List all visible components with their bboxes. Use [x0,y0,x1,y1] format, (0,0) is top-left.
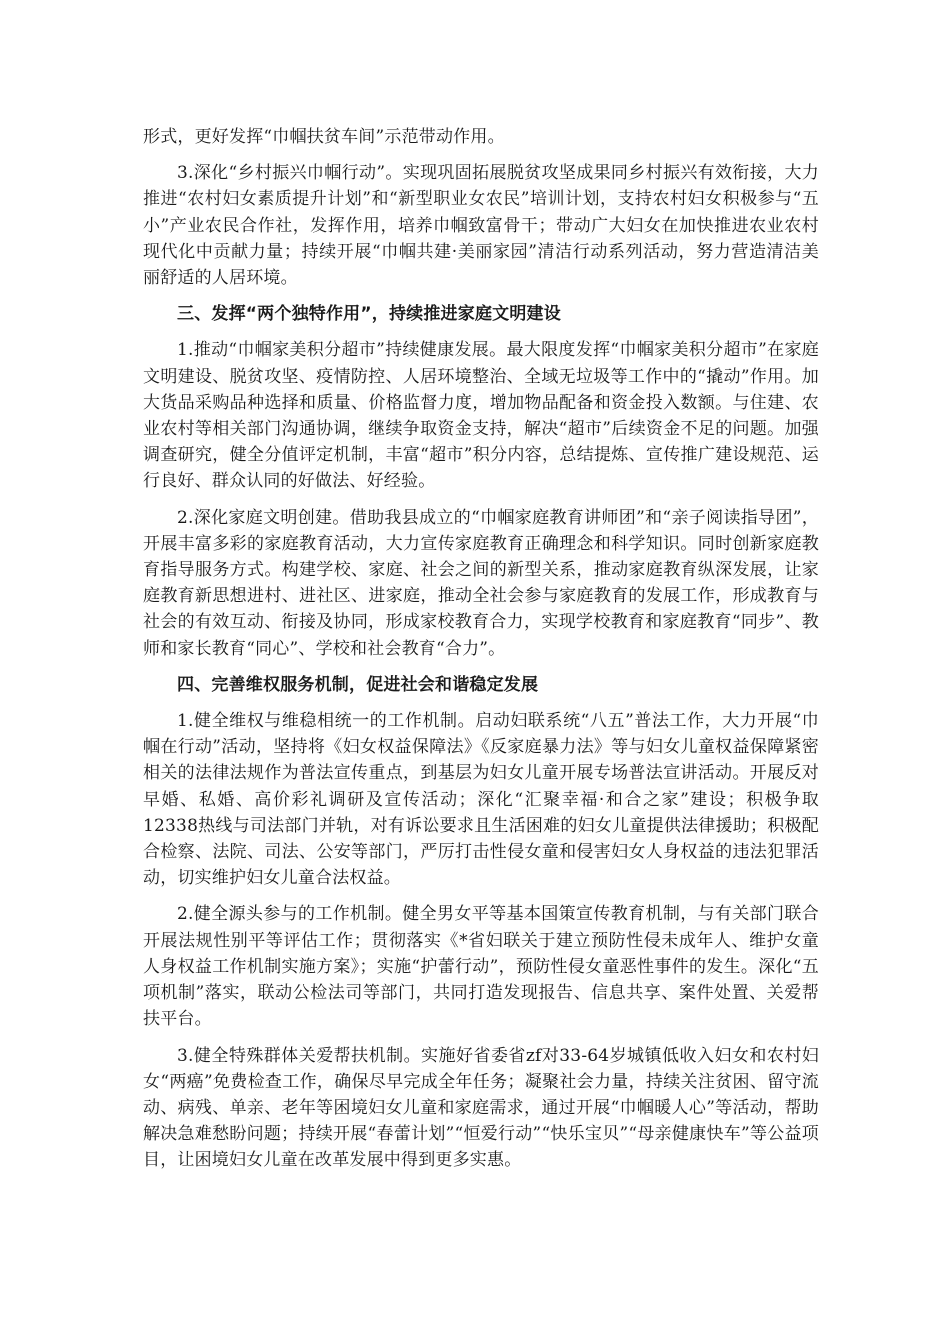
paragraph-rural-revitalization: 3.深化“乡村振兴巾帼行动”。实现巩固拓展脱贫攻坚成果同乡村振兴有效衔接，大力推进“农村妇女素质提升计划”和“新型职业女农民”培训计划，支持农村妇女积极参与“五小”产业农民合作社，发挥作用，培养巾帼致富骨干；带动广大妇女在加快推进农业农村现代化中贡献力量；持续开展“巾帼共建·美丽家园”清洁行动系列活动，努力营造清洁美丽舒适的人居环境。 [143,163,819,289]
paragraph-rights-protection: 1.健全维权与维稳相统一的工作机制。启动妇联系统“八五”普法工作，大力开展“巾帼在行动”活动，坚持将《妇女权益保障法》《反家庭暴力法》等与妇女儿童权益保障紧密相关的法律法规作为普法宣传重点，到基层为妇女儿童开展专场普法宣讲活动。开展反对早婚、私婚、高价彩礼调研及宣传活动；深化“汇聚幸福·和合之家”建设；积极争取12338热线与司法部门并轨，对有诉讼要求且生活困难的妇女儿童提供法律援助；积极配合检察、法院、司法、公安等部门，严厉打击性侵女童和侵害妇女人身权益的违法犯罪活动，切实维护妇女儿童合法权益。 [143,711,819,889]
section-heading-3: 三、发挥“两个独特作用”，持续推进家庭文明建设 [177,304,561,325]
paragraph-special-groups: 3.健全特殊群体关爱帮扶机制。实施好省委省zf对33-64岁城镇低收入妇女和农村妇女“两癌”免费检查工作，确保尽早完成全年任务；凝聚社会力量，持续关注贫困、留守流动、病残、单亲、老年等困境妇女儿童和家庭需求，通过开展“巾帼暖人心”等活动，帮助解决急难愁盼问题；持续开展“春蕾计划”“恒爱行动”“快乐宝贝”“母亲健康快车”等公益项目，让困境妇女儿童在改革发展中得到更多实惠。 [143,1045,819,1171]
paragraph-points-supermarket: 1.推动“巾帼家美积分超市”持续健康发展。最大限度发挥“巾帼家美积分超市”在家庭文明建设、脱贫攻坚、疫情防控、人居环境整治、全域无垃圾等工作中的“撬动”作用。加大货品采购品种选择和质量、价格监督力度，增加物品配备和资金投入数额。与住建、农业农村等相关部门沟通协调，继续争取资金支持，解决“超市”后续资金不足的问题。加强调查研究，健全分值评定机制，丰富“超市”积分内容，总结提炼、宣传推广建设规范、运行良好、群众认同的好做法、好经验。 [143,340,819,492]
paragraph-source-participation: 2.健全源头参与的工作机制。健全男女平等基本国策宣传教育机制，与有关部门联合开展法规性别平等评估工作；贯彻落实《*省妇联关于建立预防性侵未成年人、维护女童人身权益工作机制实施方案》；实施“护蕾行动”，预防性侵女童恶性事件的发生。深化“五项机制”落实，联动公检法司等部门，共同打造发现报告、信息共享、案件处置、关爱帮扶平台。 [143,904,819,1030]
document-body [143,124,819,1174]
paragraph-continuation: 形式，更好发挥“巾帼扶贫车间”示范带动作用。 [143,127,505,147]
section-heading-4: 四、完善维权服务机制，促进社会和谐稳定发展 [177,674,539,695]
paragraph-family-civilization: 2.深化家庭文明创建。借助我县成立的“巾帼家庭教育讲师团”和“亲子阅读指导团”，开展丰富多彩的家庭教育活动，大力宣传家庭教育正确理念和科学知识。同时创新家庭教育指导服务方式。构建学校、家庭、社会之间的新型关系，推动家庭教育纵深发展，让家庭教育新思想进村、进社区、进家庭，推动全社会参与家庭教育的发展工作，形成教育与社会的有效互动、衔接及协同，形成家校教育合力，实现学校教育和家庭教育“同步”、教师和家长教育“同心”、学校和社会教育“合力”。 [143,507,819,659]
